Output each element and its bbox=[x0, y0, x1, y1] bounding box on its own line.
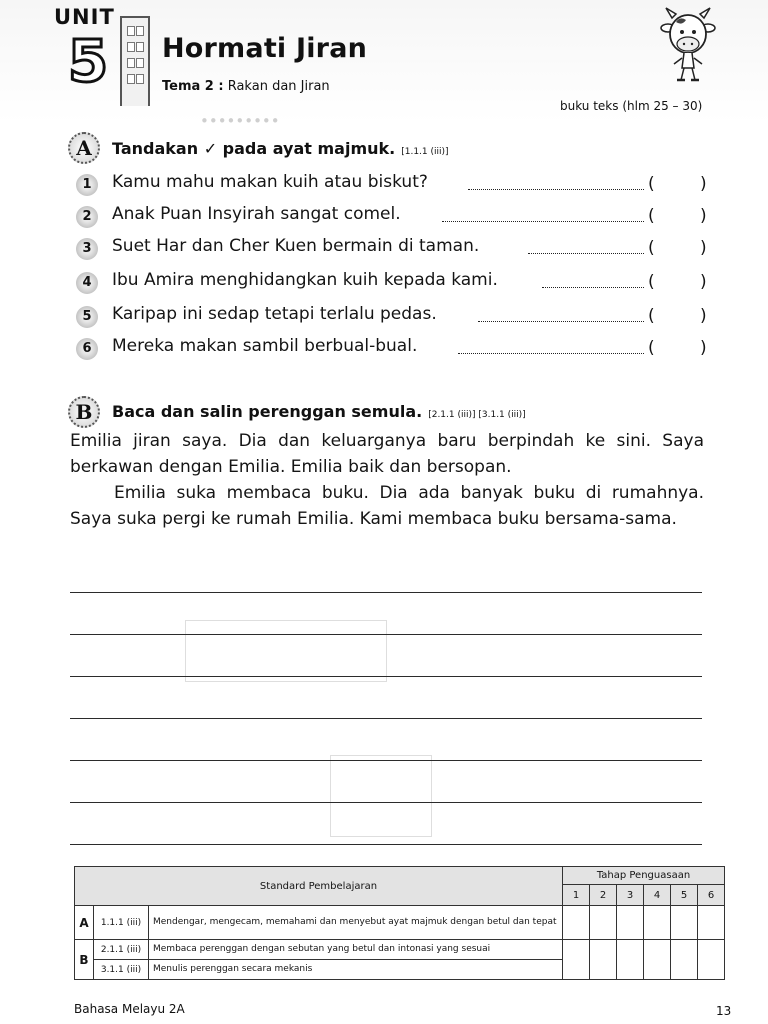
standard-code-cell: 3.1.1 (iii) bbox=[94, 960, 149, 980]
list-item bbox=[76, 172, 716, 200]
dotted-leader bbox=[528, 253, 644, 254]
cow-mascot-icon bbox=[660, 4, 716, 88]
answer-box-close: ) bbox=[700, 174, 707, 194]
item-text: Anak Puan Insyirah sangat comel. bbox=[112, 204, 401, 224]
building-icon bbox=[120, 16, 150, 106]
writing-line[interactable] bbox=[70, 634, 702, 635]
item-text: Mereka makan sambil berbual-bual. bbox=[112, 336, 418, 356]
answer-box-open[interactable]: ( bbox=[648, 174, 655, 194]
level-checkbox-cell[interactable] bbox=[617, 940, 644, 980]
item-text: Kamu mahu makan kuih atau biskut? bbox=[112, 172, 428, 192]
item-number-badge: 1 bbox=[76, 174, 98, 196]
dotted-leader bbox=[458, 353, 644, 354]
level-checkbox-cell[interactable] bbox=[617, 906, 644, 940]
list-item bbox=[76, 204, 716, 232]
section-a-badge: A bbox=[68, 132, 100, 164]
section-b-instruction bbox=[112, 402, 526, 421]
theme-label: Tema 2 : bbox=[162, 79, 224, 94]
item-number-badge: 3 bbox=[76, 238, 98, 260]
standard-description-cell: Membaca perenggan dengan sebutan yang betul dan intonasi yang sesuai bbox=[149, 940, 563, 960]
list-item bbox=[76, 236, 716, 264]
list-item bbox=[76, 304, 716, 332]
answer-box-open[interactable]: ( bbox=[648, 306, 655, 326]
level-checkbox-cell[interactable] bbox=[644, 906, 671, 940]
level-number: 3 bbox=[617, 885, 644, 906]
item-number-badge: 2 bbox=[76, 206, 98, 228]
unit-number: 5 bbox=[67, 27, 109, 95]
level-checkbox-cell[interactable] bbox=[698, 906, 725, 940]
level-checkbox-cell[interactable] bbox=[590, 940, 617, 980]
theme-line bbox=[162, 79, 330, 94]
level-number: 4 bbox=[644, 885, 671, 906]
standard-code-cell: 1.1.1 (iii) bbox=[94, 906, 149, 940]
writing-line[interactable] bbox=[70, 592, 702, 593]
section-a-standard-ref: [1.1.1 (iii)] bbox=[401, 147, 449, 157]
standard-header: Standard Pembelajaran bbox=[75, 867, 563, 906]
item-number-badge: 4 bbox=[76, 272, 98, 294]
writing-line[interactable] bbox=[70, 676, 702, 677]
dotted-leader bbox=[442, 221, 644, 222]
section-b-instruction-text: Baca dan salin perenggan semula. bbox=[112, 402, 423, 421]
writing-line[interactable] bbox=[70, 718, 702, 719]
level-header: Tahap Penguasaan bbox=[563, 867, 725, 885]
unit-badge bbox=[46, 0, 142, 110]
book-title-footer: Bahasa Melayu 2A bbox=[74, 1002, 185, 1016]
answer-box-close: ) bbox=[700, 206, 707, 226]
answer-box-close: ) bbox=[700, 338, 707, 358]
item-text: Suet Har dan Cher Kuen bermain di taman. bbox=[112, 236, 480, 256]
section-a-instruction-text: Tandakan ✓ pada ayat majmuk. bbox=[112, 139, 396, 158]
textbook-reference: buku teks (hlm 25 – 30) bbox=[560, 99, 703, 113]
standard-description-cell: Menulis perenggan secara mekanis bbox=[149, 960, 563, 980]
dotted-leader bbox=[468, 189, 644, 190]
list-item bbox=[76, 270, 716, 298]
answer-box-close: ) bbox=[700, 238, 707, 258]
level-number: 6 bbox=[698, 885, 725, 906]
item-number-badge: 6 bbox=[76, 338, 98, 360]
level-checkbox-cell[interactable] bbox=[698, 940, 725, 980]
dotted-leader bbox=[542, 287, 644, 288]
aspect-cell: A bbox=[75, 906, 94, 940]
level-checkbox-cell[interactable] bbox=[671, 906, 698, 940]
aspect-cell: B bbox=[75, 940, 94, 980]
level-number: 2 bbox=[590, 885, 617, 906]
writing-line[interactable] bbox=[70, 844, 702, 845]
level-checkbox-cell[interactable] bbox=[671, 940, 698, 980]
answer-box-open[interactable]: ( bbox=[648, 238, 655, 258]
level-checkbox-cell[interactable] bbox=[563, 906, 590, 940]
item-text: Ibu Amira menghidangkan kuih kepada kami. bbox=[112, 270, 498, 290]
reverse-side-show-through: ••••••••• bbox=[200, 112, 280, 130]
level-checkbox-cell[interactable] bbox=[590, 906, 617, 940]
reading-passage bbox=[70, 428, 704, 532]
writing-line[interactable] bbox=[70, 760, 702, 761]
section-b-standard-ref: [2.1.1 (iii)] [3.1.1 (iii)] bbox=[428, 410, 526, 420]
level-checkbox-cell[interactable] bbox=[563, 940, 590, 980]
answer-box-close: ) bbox=[700, 306, 707, 326]
table-row bbox=[75, 940, 725, 960]
list-item bbox=[76, 336, 716, 364]
answer-box-open[interactable]: ( bbox=[648, 272, 655, 292]
table-row bbox=[75, 906, 725, 940]
item-text: Karipap ini sedap tetapi terlalu pedas. bbox=[112, 304, 437, 324]
dotted-leader bbox=[478, 321, 644, 322]
table-header-row bbox=[75, 867, 725, 885]
section-a-instruction bbox=[112, 139, 449, 158]
writing-line[interactable] bbox=[70, 802, 702, 803]
page-number: 13 bbox=[716, 1004, 732, 1018]
answer-box-open[interactable]: ( bbox=[648, 206, 655, 226]
answer-box-close: ) bbox=[700, 272, 707, 292]
assessment-table bbox=[74, 866, 725, 980]
standard-description-cell: Mendengar, mengecam, memahami dan menyebut ayat majmuk dengan betul dan tepat bbox=[149, 906, 563, 940]
passage-paragraph-1: Emilia jiran saya. Dia dan keluarganya baru berpindah ke sini. Saya berkawan dengan Emilia. Emilia baik dan bersopan. bbox=[70, 431, 704, 477]
page-title: Hormati Jiran bbox=[162, 33, 368, 64]
level-checkbox-cell[interactable] bbox=[644, 940, 671, 980]
standard-code-cell: 2.1.1 (iii) bbox=[94, 940, 149, 960]
answer-box-open[interactable]: ( bbox=[648, 338, 655, 358]
level-number: 1 bbox=[563, 885, 590, 906]
item-number-badge: 5 bbox=[76, 306, 98, 328]
unit-label: UNIT bbox=[54, 5, 115, 29]
passage-paragraph-2: Emilia suka membaca buku. Dia ada banyak buku di rumahnya. Saya suka pergi ke rumah Emilia. Kami membaca buku bersama-sama. bbox=[70, 483, 704, 529]
level-number: 5 bbox=[671, 885, 698, 906]
theme-name: Rakan dan Jiran bbox=[227, 79, 330, 94]
section-b-badge: B bbox=[68, 396, 100, 428]
